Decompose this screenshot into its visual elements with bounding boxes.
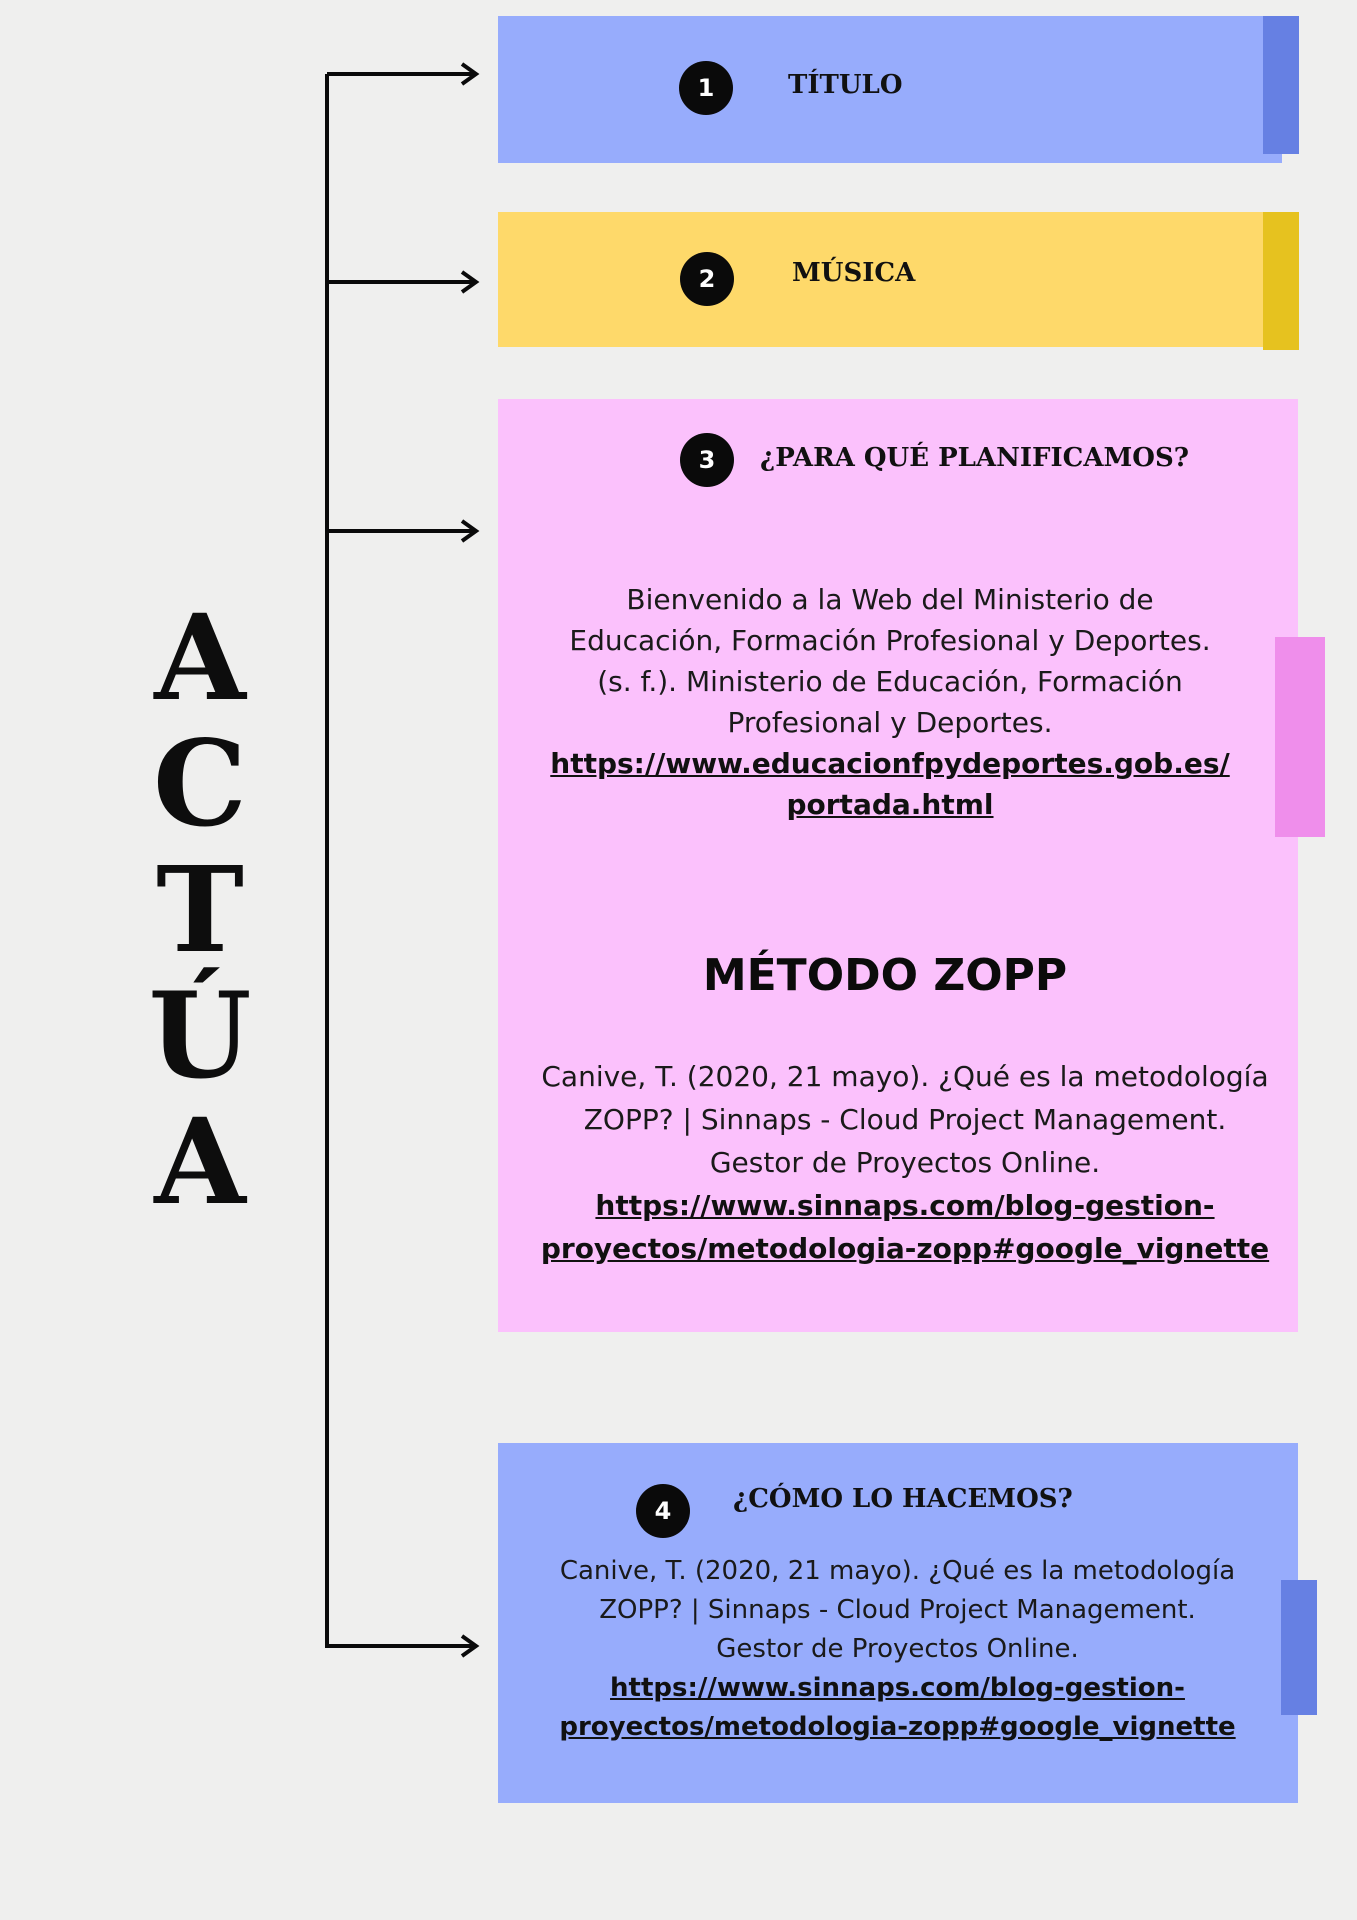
vertical-letter: Ú	[148, 966, 252, 1105]
arrow-to-step2	[327, 272, 476, 292]
zopp-line: Gestor de Proyectos Online.	[709, 1146, 1101, 1179]
step3-tape	[1275, 637, 1325, 837]
arrow-to-step1	[327, 64, 476, 84]
vertical-letter: A	[154, 1092, 246, 1231]
step4-line: Gestor de Proyectos Online.	[716, 1634, 1079, 1664]
step1-number-badge: 1	[679, 61, 733, 115]
step4-title: ¿CÓMO LO HACEMOS?	[733, 1484, 1073, 1514]
step3-zopp-reference	[520, 1055, 1290, 1270]
vertical-letter: C	[153, 714, 247, 853]
step4-line: Canive, T. (2020, 21 mayo). ¿Qué es la metodología	[559, 1556, 1236, 1586]
step3-number-badge: 3	[680, 433, 734, 487]
step4-reference	[540, 1552, 1255, 1747]
step2-tape	[1263, 212, 1299, 350]
step2-title: MÚSICA	[792, 258, 916, 288]
step4-line: ZOPP? | Sinnaps - Cloud Project Management.	[599, 1595, 1196, 1625]
reference-line: Bienvenido a la Web del Ministerio de	[626, 583, 1154, 616]
reference-line: (s. f.). Ministerio de Educación, Formación	[597, 665, 1183, 698]
step1-tape	[1263, 16, 1299, 154]
reference-line: Profesional y Deportes.	[727, 706, 1053, 739]
arrow-to-step3	[327, 521, 476, 541]
sinnaps-link-continuation[interactable]: proyectos/metodologia-zopp#google_vignette	[540, 1232, 1270, 1265]
sinnaps-link[interactable]: https://www.sinnaps.com/blog-gestion-	[595, 1189, 1215, 1222]
step4-sinnaps-link-continuation[interactable]: proyectos/metodologia-zopp#google_vignette	[559, 1712, 1236, 1742]
arrow-to-step4	[327, 1636, 476, 1656]
step4-tape	[1281, 1580, 1317, 1715]
step2-number-badge: 2	[680, 252, 734, 306]
step3-title: ¿PARA QUÉ PLANIFICAMOS?	[760, 443, 1189, 473]
zopp-line: ZOPP? | Sinnaps - Cloud Project Management.	[583, 1103, 1227, 1136]
vertical-letter: A	[154, 588, 246, 727]
ministerio-link[interactable]: https://www.educacionfpydeportes.gob.es/	[550, 747, 1230, 780]
zopp-line: Canive, T. (2020, 21 mayo). ¿Qué es la metodología	[541, 1060, 1269, 1093]
step4-sinnaps-link[interactable]: https://www.sinnaps.com/blog-gestion-	[610, 1673, 1185, 1703]
step3-reference	[540, 579, 1240, 825]
reference-line: Educación, Formación Profesional y Deportes.	[569, 624, 1211, 657]
metodo-zopp-title: MÉTODO ZOPP	[702, 950, 1068, 1001]
ministerio-link-continuation[interactable]: portada.html	[786, 788, 994, 821]
step4-number-badge: 4	[636, 1484, 690, 1538]
step1-title: TÍTULO	[788, 70, 903, 100]
vertical-letter: T	[156, 840, 244, 979]
